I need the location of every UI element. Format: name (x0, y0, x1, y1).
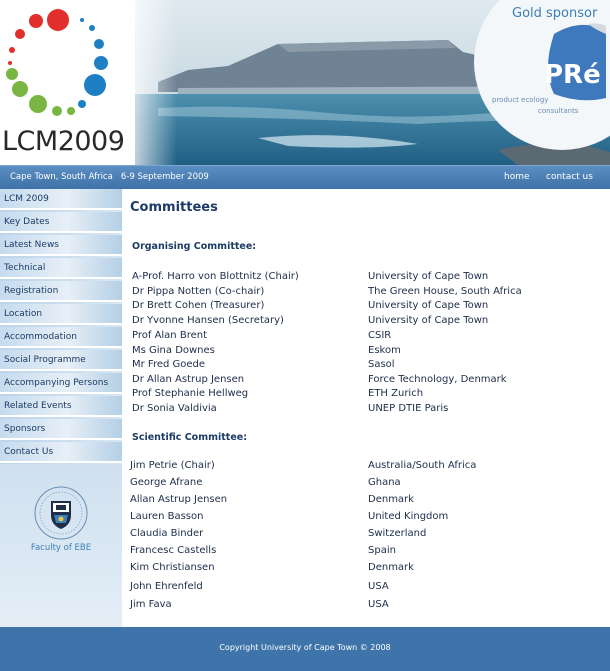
scientific-member-name: George Afrane (130, 477, 203, 488)
organising-member-name: A-Prof. Harro von Blottnitz (Chair) (132, 271, 299, 282)
scientific-member-country: Switzerland (368, 528, 427, 539)
scientific-member-country: Ghana (368, 477, 401, 488)
nav-contact-link[interactable]: contact us (546, 172, 593, 182)
scientific-member-country: Australia/South Africa (368, 460, 477, 471)
footer (0, 627, 610, 671)
page-title: Committees (130, 200, 218, 215)
header (0, 0, 610, 165)
sidebar-item-accompanying-persons[interactable]: Accompanying Persons (0, 373, 122, 394)
scientific-member-name: Francesc Castells (130, 545, 217, 556)
organising-member-org: University of Cape Town (368, 271, 489, 282)
faculty-link[interactable]: Faculty of EBE (30, 543, 92, 553)
sponsor-tagline-2: consultants (538, 107, 579, 115)
sidebar-item-registration[interactable]: Registration (0, 281, 122, 302)
scientific-member-country: Spain (368, 545, 396, 556)
organising-member-org: Sasol (368, 359, 395, 370)
scientific-member-name: Jim Petrie (Chair) (130, 460, 215, 471)
sponsor-brand: PRé (544, 60, 601, 90)
sidebar-item-latest-news[interactable]: Latest News (0, 235, 122, 256)
gold-sponsor[interactable] (470, 0, 610, 165)
top-navbar (0, 165, 610, 189)
scientific-member-country: Denmark (368, 562, 414, 573)
organising-member-org: University of Cape Town (368, 315, 489, 326)
organising-member-name: Dr Allan Astrup Jensen (132, 374, 245, 385)
organising-member-org: Force Technology, Denmark (368, 374, 507, 385)
scientific-member-country: USA (368, 581, 389, 592)
organising-member-org: The Green House, South Africa (368, 286, 522, 297)
sidebar-item-location[interactable]: Location (0, 304, 122, 325)
organising-member-name: Dr Yvonne Hansen (Secretary) (132, 315, 284, 326)
organising-member-org: UNEP DTIE Paris (368, 403, 449, 414)
scientific-member-country: Denmark (368, 494, 414, 505)
sidebar-item-lcm2009[interactable]: LCM 2009 (0, 189, 122, 210)
organising-committee-heading: Organising Committee: (132, 241, 257, 252)
scientific-member-name: Lauren Basson (130, 511, 204, 522)
copyright-text: Copyright University of Cape Town © 2008 (219, 643, 391, 652)
scientific-member-name: Kim Christiansen (130, 562, 215, 573)
sidebar-item-sponsors[interactable]: Sponsors (0, 419, 122, 440)
scientific-member-name: Claudia Binder (130, 528, 204, 539)
sidebar-item-contact-us[interactable]: Contact Us (0, 442, 122, 463)
scientific-member-name: Jim Fava (130, 599, 172, 610)
sidebar-item-key-dates[interactable]: Key Dates (0, 212, 122, 233)
scientific-member-name: Allan Astrup Jensen (130, 494, 228, 505)
scientific-member-country: United Kingdom (368, 511, 449, 522)
scientific-member-name: John Ehrenfeld (130, 581, 203, 592)
sidebar-item-related-events[interactable]: Related Events (0, 396, 122, 417)
organising-member-name: Dr Brett Cohen (Treasurer) (132, 300, 265, 311)
logo-text: LCM2009 (2, 126, 125, 157)
scientific-committee-heading: Scientific Committee: (132, 432, 248, 443)
organising-member-org: Eskom (368, 345, 401, 356)
organising-member-name: Prof Alan Brent (132, 330, 207, 341)
logo-dots-icon (0, 0, 135, 125)
organising-member-name: Ms Gina Downes (132, 345, 215, 356)
sidebar (0, 189, 122, 627)
logo (0, 0, 135, 165)
organising-member-name: Mr Fred Goede (132, 359, 206, 370)
sponsor-tagline: product ecology (492, 96, 549, 104)
organising-member-org: University of Cape Town (368, 300, 489, 311)
uct-crest-icon[interactable] (33, 485, 89, 541)
organising-member-name: Prof Stephanie Hellweg (132, 388, 249, 399)
sidebar-item-social-programme[interactable]: Social Programme (0, 350, 122, 371)
sponsor-label: Gold sponsor (512, 6, 598, 21)
event-location-date: Cape Town, South Africa 6-9 September 2009 (10, 172, 209, 182)
organising-member-name: Dr Pippa Notten (Co-chair) (132, 286, 265, 297)
organising-member-name: Dr Sonia Valdivia (132, 403, 217, 414)
sidebar-item-accommodation[interactable]: Accommodation (0, 327, 122, 348)
sidebar-item-technical[interactable]: Technical (0, 258, 122, 279)
sidebar-footer (0, 464, 122, 627)
nav-home-link[interactable]: home (504, 172, 530, 182)
main-content (122, 189, 610, 627)
scientific-member-country: USA (368, 599, 389, 610)
organising-member-org: ETH Zurich (368, 388, 424, 399)
organising-member-org: CSIR (368, 330, 392, 341)
